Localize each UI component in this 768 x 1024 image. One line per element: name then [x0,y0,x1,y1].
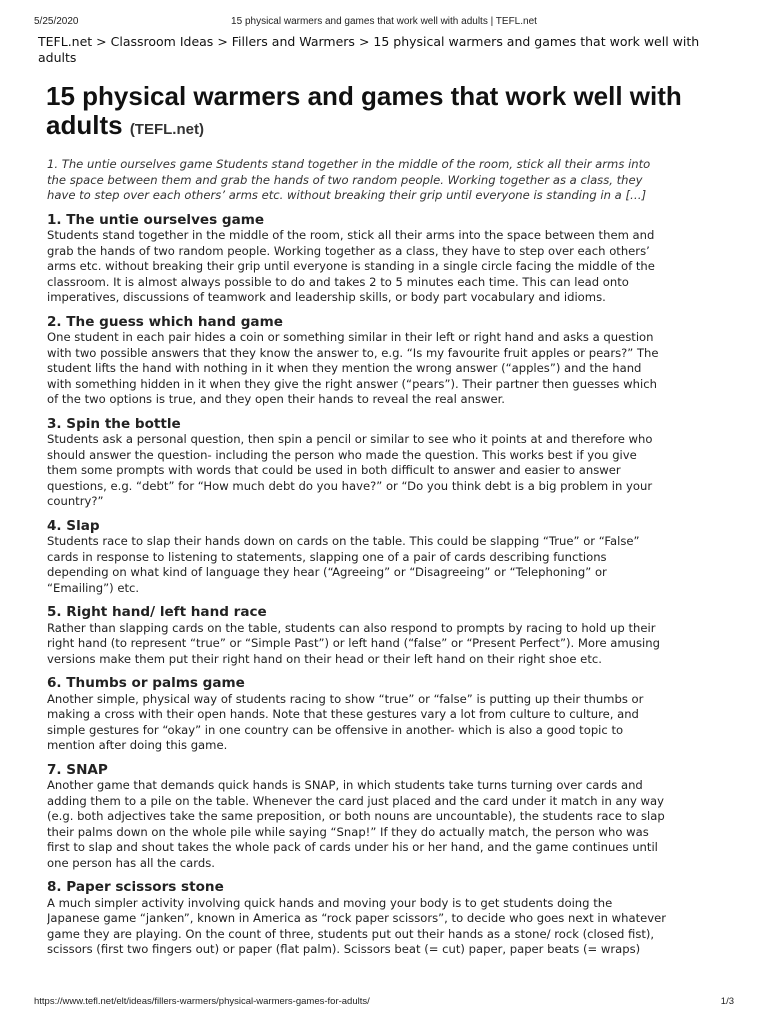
section-line: making a cross with their open hands. Note that these gestures vary a lot from culture to culture, and [47,707,639,721]
print-footer [34,996,734,1010]
section-line: simple gestures for “okay” in one country can be offensive in another- which is also a good topic to [47,722,624,737]
section-line: with two possible answers that they know the answer to, e.g. “Is my favourite fruit apples or pears?” The [47,345,659,360]
print-page-number: 1/3 [720,996,734,1007]
intro-line: have to step over each others’ arms etc. without breaking their grip until everyone is standing in a […] [47,188,647,202]
article-section [47,315,733,408]
section-line: Another game that demands quick hands is SNAP, in which students take turns turning over cards and [47,778,643,792]
article-section [47,417,733,510]
section-line: student lifts the hand with nothing in it when they mention the wrong answer (“apples”) and the hand [47,361,642,375]
intro-line: 1. The untie ourselves game Students stand together in the middle of the room, stick all their arms into [47,157,651,171]
section-heading: 2. The guess which hand game [47,313,283,330]
breadcrumb-link-classroom-ideas[interactable]: Classroom Ideas [110,34,214,49]
print-header [34,16,734,30]
section-body [47,896,733,958]
breadcrumb-link-home[interactable]: TEFL.net [38,34,93,49]
section-heading: 7. SNAP [47,761,108,778]
article-section [47,880,733,958]
section-line: of the two options is true, and they open their hands to reveal the real answer. [47,392,505,406]
article-section [47,213,733,306]
section-line: One student in each pair hides a coin or something similar in their left or right hand and asks a question [47,330,654,344]
section-line: mention after doing this game. [47,738,228,752]
breadcrumb-separator: > [96,34,107,49]
section-line: questions, e.g. “debt” for “How much debt do you have?” or “Do you think debt is a big problem in your [47,478,653,493]
section-line: with something hidden in it when they give the right answer (“pears”). Their partner then guesses which [47,376,657,391]
section-line: country?” [47,494,104,508]
breadcrumb-current: 15 physical warmers and games that work well with adults [38,34,700,65]
section-line: classroom. It is almost always possible to do and takes 2 to 5 minutes each time. This can lead onto [47,274,629,289]
section-heading: 6. Thumbs or palms game [47,675,245,691]
section-line: them some prompts with words that could be used in both difficult to answer and easier to answer [47,463,621,477]
section-body [47,692,733,754]
print-page-title: 15 physical warmers and games that work well with adults | TEFL.net [231,16,537,27]
page-title-text: 15 physical warmers and games that work well with adults [46,81,682,140]
page-title-source: (TEFL.net) [129,121,204,138]
section-line: cards in response to listening to statements, slapping one of a pair of cards describing functions [47,549,607,564]
section-body [47,432,733,510]
section-heading: 3. Spin the bottle [47,415,181,432]
print-date: 5/25/2020 [34,16,79,27]
section-heading: 1. The untie ourselves game [47,211,265,228]
section-line: right hand (to represent “true” or “Simple Past”) or left hand (“false” or “Present Perfect”). More amusing [47,636,660,650]
section-line: “Emailing”) etc. [47,580,140,595]
section-heading: 5. Right hand/ left hand race [47,604,267,620]
section-line: grab the hands of two random people. Working together as a class, they have to step over each others’ [47,243,650,258]
section-line: Japanese game “janken”, known in America as “rock paper scissors”, to decide who goes next in whatever [47,911,667,925]
breadcrumb-separator: > [217,34,228,49]
section-line: (e.g. both adjectives take the same preposition, or both nouns are uncountable), the students race to slap [47,809,665,823]
section-line: A much simpler activity involving quick hands and moving your body is to get students doing the [47,895,613,910]
section-line: adding them to a pile on the table. Whenever the card just placed and the card under it match in any way [47,793,664,808]
article-body [47,157,733,989]
page-title [46,82,736,144]
section-body [47,228,733,306]
section-line: their palms down on the whole pile while saying “Snap!” If they do actually match, the person who was [47,824,649,839]
section-heading: 8. Paper scissors stone [47,879,224,895]
section-line: first to slap and shout takes the whole pack of cards under his or her hand, and the game continues until [47,840,658,854]
section-line: imperatives, discussions of teamwork and leadership skills, or body part vocabulary and idioms. [47,290,606,304]
section-body [47,330,733,408]
article-section [47,676,733,754]
section-line: scissors (first two fingers out) or paper (flat palm). Scissors beat (= cut) paper, paper beats (= wraps) [47,942,641,956]
breadcrumb-separator: > [358,34,370,49]
section-heading: 4. Slap [47,517,100,534]
section-line: game they are playing. On the count of three, students put out their hands as a stone/ rock (closed fist), [47,926,655,941]
breadcrumb-link-fillers-warmers[interactable]: Fillers and Warmers [231,34,355,49]
section-line: depending on what kind of language they hear (“Agreeing” or “Disagreeing” or “Telephoning” or [47,565,607,579]
section-line: should answer the question- including the person who made the question. This works best if you give [47,447,637,462]
section-body [47,534,733,596]
section-line: Rather than slapping cards on the table, students can also respond to prompts by racing to hold up their [47,620,656,635]
print-url: https://www.tefl.net/elt/ideas/fillers-warmers/physical-warmers-games-for-adults/ [34,996,370,1007]
article-sections [47,213,733,958]
section-body [47,621,733,668]
section-line: versions make them put their right hand on their head or their left hand on their right shoe etc. [47,651,602,666]
section-line: Students race to slap their hands down on cards on the table. This could be slapping “True” or “False” [47,534,640,548]
section-line: Students ask a personal question, then spin a pencil or similar to see who it points at and therefore who [47,432,653,446]
section-line: Another simple, physical way of students racing to show “true” or “false” is putting up their thumbs or [47,691,644,706]
section-line: one person has all the cards. [47,855,215,870]
breadcrumb [38,34,738,66]
article-section [47,763,733,872]
section-line: arms etc. without breaking their grip until everyone is standing in a single circle facing the middle of the [47,259,655,273]
section-body [47,778,733,871]
intro-line: the space between them and grab the hands of two random people. Working together as a class, they [47,172,643,187]
article-section [47,519,733,597]
section-line: Students stand together in the middle of the room, stick all their arms into the space between them and [47,228,655,242]
article-section [47,605,733,667]
article-intro [47,157,733,204]
